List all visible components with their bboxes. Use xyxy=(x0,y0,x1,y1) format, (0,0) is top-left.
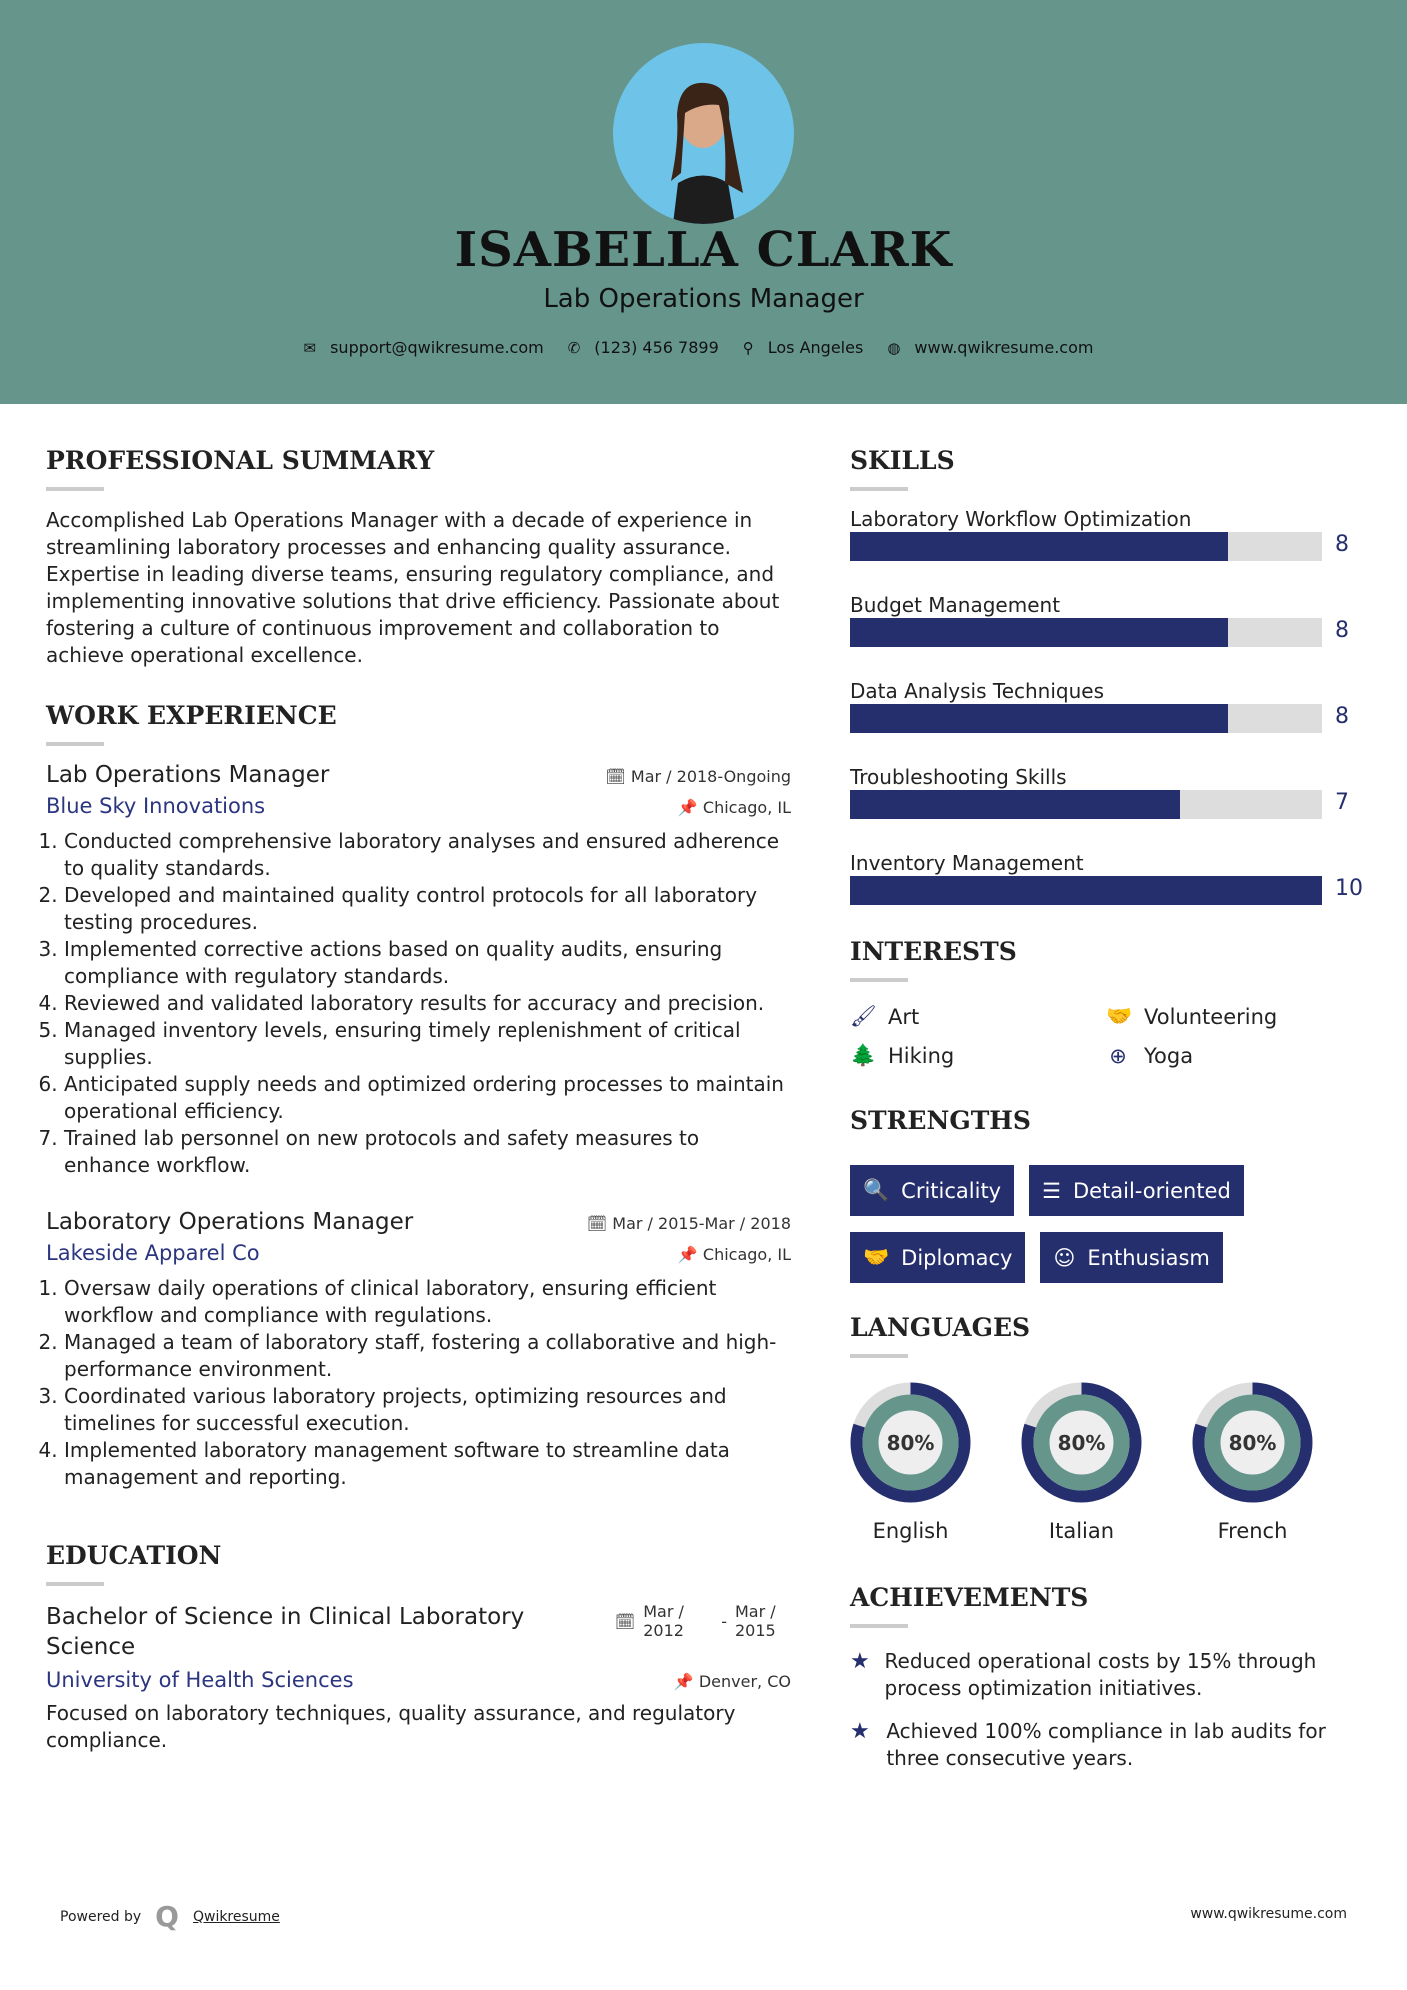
contact-row xyxy=(0,338,1407,357)
achievement-text: Reduced operational costs by 15% through process optimization initiatives. xyxy=(884,1649,1317,1700)
interest-item xyxy=(850,1043,1106,1068)
education-text: Focused on laboratory techniques, quality assurance, and regulatory compliance. xyxy=(46,1701,736,1752)
experience-heading: WORK EXPERIENCE xyxy=(46,701,337,730)
summary-heading: PROFESSIONAL SUMMARY xyxy=(46,446,435,475)
resume-header xyxy=(0,0,1407,404)
skill-value: 8 xyxy=(1335,704,1349,729)
job-bullets xyxy=(46,1275,791,1491)
map-marker-icon: ⚲ xyxy=(742,338,754,357)
education-entry: Bachelor of Science in Clinical Laboratory Science 🗓 Mar / 2012 - Mar / 2015 University of Health Sciences 📌 Denver, CO Focused on laboratory techniques, quality assurance, and regulatory compliance. xyxy=(46,1602,791,1752)
smile-icon: ☺ xyxy=(1053,1245,1076,1270)
pin-icon: 📌 xyxy=(677,1245,703,1264)
candidate-name: ISABELLA CLARK xyxy=(454,222,953,278)
skill-bar xyxy=(850,532,1322,561)
strength-tag xyxy=(850,1165,1014,1216)
language-ring xyxy=(1021,1382,1142,1503)
job-date: Mar / 2018-Ongoing xyxy=(630,767,791,786)
contact-phone: (123) 456 7899 xyxy=(594,338,719,357)
bullet: 2. Developed and maintained quality control protocols for all laboratory testing procedures. xyxy=(64,882,791,936)
interest-item xyxy=(1106,1004,1306,1029)
divider xyxy=(850,487,908,491)
contact-email[interactable]: support@qwikresume.com xyxy=(330,338,544,357)
achievements-heading: ACHIEVEMENTS xyxy=(850,1583,1089,1612)
language-item xyxy=(850,1382,971,1543)
divider xyxy=(46,1582,104,1586)
bullet: 2. Managed a team of laboratory staff, fostering a collaborative and high-performance environment. xyxy=(64,1329,791,1383)
divider xyxy=(46,742,104,746)
divider xyxy=(850,1354,908,1358)
tree-icon: 🌲 xyxy=(850,1043,877,1067)
bullet: 4. Reviewed and validated laboratory results for accuracy and precision. xyxy=(64,990,791,1017)
job-entry xyxy=(46,1209,791,1491)
bullet: 3. Coordinated various laboratory projects, optimizing resources and timelines for successful execution. xyxy=(64,1383,791,1437)
skill-bar-fill xyxy=(850,704,1228,733)
interest-label: Volunteering xyxy=(1144,1004,1278,1029)
skill-name: Data Analysis Techniques xyxy=(850,679,1104,703)
lifebuoy-icon: ⊕ xyxy=(1109,1043,1127,1068)
language-ring xyxy=(1192,1382,1313,1503)
qwikresume-logo-icon: Q xyxy=(155,1900,179,1933)
pin-icon: 📌 xyxy=(677,798,703,817)
right-column xyxy=(850,446,1370,1772)
company-name: Lakeside Apparel Co xyxy=(46,1241,260,1265)
skill-item xyxy=(850,507,1370,593)
strength-tag xyxy=(850,1232,1025,1283)
language-name: French xyxy=(1217,1519,1288,1543)
bullet: 3. Implemented corrective actions based on quality audits, ensuring compliance with regulatory standards. xyxy=(64,936,791,990)
achievement-item xyxy=(850,1718,1370,1772)
job-title: Lab Operations Manager xyxy=(46,762,330,788)
bullet: 1. Oversaw daily operations of clinical laboratory, ensuring efficient workflow and compliance with regulations. xyxy=(64,1275,791,1329)
envelope-icon: ✉ xyxy=(303,338,317,357)
interests-heading: INTERESTS xyxy=(850,937,1017,966)
company-name: Blue Sky Innovations xyxy=(46,794,266,818)
skill-item xyxy=(850,679,1370,765)
language-name: English xyxy=(872,1519,949,1543)
interest-label: Hiking xyxy=(888,1043,955,1068)
languages-heading: LANGUAGES xyxy=(850,1313,1031,1342)
education-heading: EDUCATION xyxy=(46,1541,222,1570)
handshake-icon: 🤝 xyxy=(1106,1004,1133,1028)
strength-label: Criticality xyxy=(901,1178,1002,1203)
language-percent: 80% xyxy=(886,1431,935,1455)
school-name: University of Health Sciences xyxy=(46,1668,354,1692)
skill-bar-fill xyxy=(850,876,1322,905)
calendar-icon: 🗓 xyxy=(586,1214,613,1233)
language-percent: 80% xyxy=(1228,1431,1277,1455)
contact-website[interactable]: www.qwikresume.com xyxy=(914,338,1094,357)
job-title: Laboratory Operations Manager xyxy=(46,1209,414,1235)
skills-list xyxy=(850,507,1370,937)
footer-url[interactable]: www.qwikresume.com xyxy=(1190,1906,1347,1922)
skill-item xyxy=(850,593,1370,679)
bullet: 7. Trained lab personnel on new protocols and safety measures to enhance workflow. xyxy=(64,1125,791,1179)
language-percent: 80% xyxy=(1057,1431,1106,1455)
language-item xyxy=(1021,1382,1142,1543)
strength-tag xyxy=(1040,1232,1222,1283)
skill-item xyxy=(850,851,1370,937)
footer-powered xyxy=(60,1900,280,1933)
divider xyxy=(46,487,104,491)
interest-item xyxy=(850,1004,1106,1029)
achievement-text: Achieved 100% compliance in lab audits for three consecutive years. xyxy=(886,1719,1326,1770)
bullet: 1. Conducted comprehensive laboratory analyses and ensured adherence to quality standards. xyxy=(64,828,791,882)
pin-icon: 📌 xyxy=(673,1672,699,1691)
language-item xyxy=(1192,1382,1313,1543)
divider xyxy=(850,978,908,982)
degree: Bachelor of Science in Clinical Laboratory Science xyxy=(46,1604,525,1660)
achievement-item xyxy=(850,1648,1370,1702)
powered-by-label: Powered by xyxy=(60,1908,142,1925)
skills-heading: SKILLS xyxy=(850,446,955,475)
interest-label: Art xyxy=(888,1004,920,1029)
bullet: 6. Anticipated supply needs and optimized ordering processes to maintain operational efficiency. xyxy=(64,1071,791,1125)
strength-label: Diplomacy xyxy=(901,1245,1013,1270)
bullet: 5. Managed inventory levels, ensuring timely replenishment of critical supplies. xyxy=(64,1017,791,1071)
skill-value: 8 xyxy=(1335,532,1349,557)
skill-value: 8 xyxy=(1335,618,1349,643)
interest-item xyxy=(1106,1043,1306,1068)
skill-name: Budget Management xyxy=(850,593,1061,617)
phone-icon: ✆ xyxy=(567,338,581,357)
handshake-icon: 🤝 xyxy=(863,1245,890,1269)
job-entry xyxy=(46,762,791,1179)
skill-item xyxy=(850,765,1370,851)
strengths-heading: STRENGTHS xyxy=(850,1106,1031,1135)
job-bullets xyxy=(46,828,791,1179)
skill-value: 7 xyxy=(1335,790,1349,815)
skill-name: Troubleshooting Skills xyxy=(850,765,1067,789)
paintbrush-icon: 🖌 xyxy=(850,1004,877,1028)
strength-label: Enthusiasm xyxy=(1087,1245,1210,1270)
job-date: Mar / 2015-Mar / 2018 xyxy=(612,1214,791,1233)
language-ring xyxy=(850,1382,971,1503)
calendar-icon: 🗓 xyxy=(614,1611,636,1631)
skill-bar xyxy=(850,704,1322,733)
edu-end: Mar / 2015 xyxy=(735,1602,776,1640)
candidate-title: Lab Operations Manager xyxy=(543,284,864,314)
interest-label: Yoga xyxy=(1144,1043,1194,1068)
skill-bar xyxy=(850,790,1322,819)
globe-icon: ◍ xyxy=(887,338,901,357)
job-location: Chicago, IL xyxy=(702,798,791,817)
edu-location: Denver, CO xyxy=(698,1672,791,1691)
edu-start: Mar / 2012 xyxy=(643,1602,684,1640)
summary-text: Accomplished Lab Operations Manager with a decade of experience in streamlining laboratory processes and enhancing quality assurance. Expertise in leading diverse teams, ensuring regulatory compliance, and implementing innovative solutions that drive efficiency. Passionate about fostering a culture of continuous improvement and collaboration to achieve operational excellence. xyxy=(46,508,780,667)
skill-bar-fill xyxy=(850,532,1228,561)
job-location: Chicago, IL xyxy=(702,1245,791,1264)
divider xyxy=(850,1624,908,1628)
strength-label: Detail-oriented xyxy=(1072,1178,1231,1203)
skill-bar xyxy=(850,618,1322,647)
skill-bar-fill xyxy=(850,790,1180,819)
search-icon: 🔍 xyxy=(863,1178,890,1202)
contact-location: Los Angeles xyxy=(767,338,864,357)
language-name: Italian xyxy=(1048,1519,1115,1543)
skill-name: Inventory Management xyxy=(850,851,1084,875)
calendar-icon: 🗓 xyxy=(605,767,631,786)
star-icon: ★ xyxy=(850,1719,870,1744)
skill-bar-fill xyxy=(850,618,1228,647)
interests-list xyxy=(850,1004,1370,1068)
bullet: 4. Implemented laboratory management software to streamline data management and reporting. xyxy=(64,1437,791,1491)
strength-tag xyxy=(1029,1165,1244,1216)
profile-photo xyxy=(613,43,794,224)
strengths-list xyxy=(850,1165,1350,1283)
languages-list xyxy=(850,1382,1370,1543)
list-icon: ☰ xyxy=(1042,1178,1061,1203)
star-icon: ★ xyxy=(850,1649,870,1674)
skill-value: 10 xyxy=(1335,876,1363,901)
left-column xyxy=(46,446,791,1754)
skill-bar xyxy=(850,876,1322,905)
skill-name: Laboratory Workflow Optimization xyxy=(850,507,1192,531)
brand-link[interactable]: Qwikresume xyxy=(192,1908,280,1925)
